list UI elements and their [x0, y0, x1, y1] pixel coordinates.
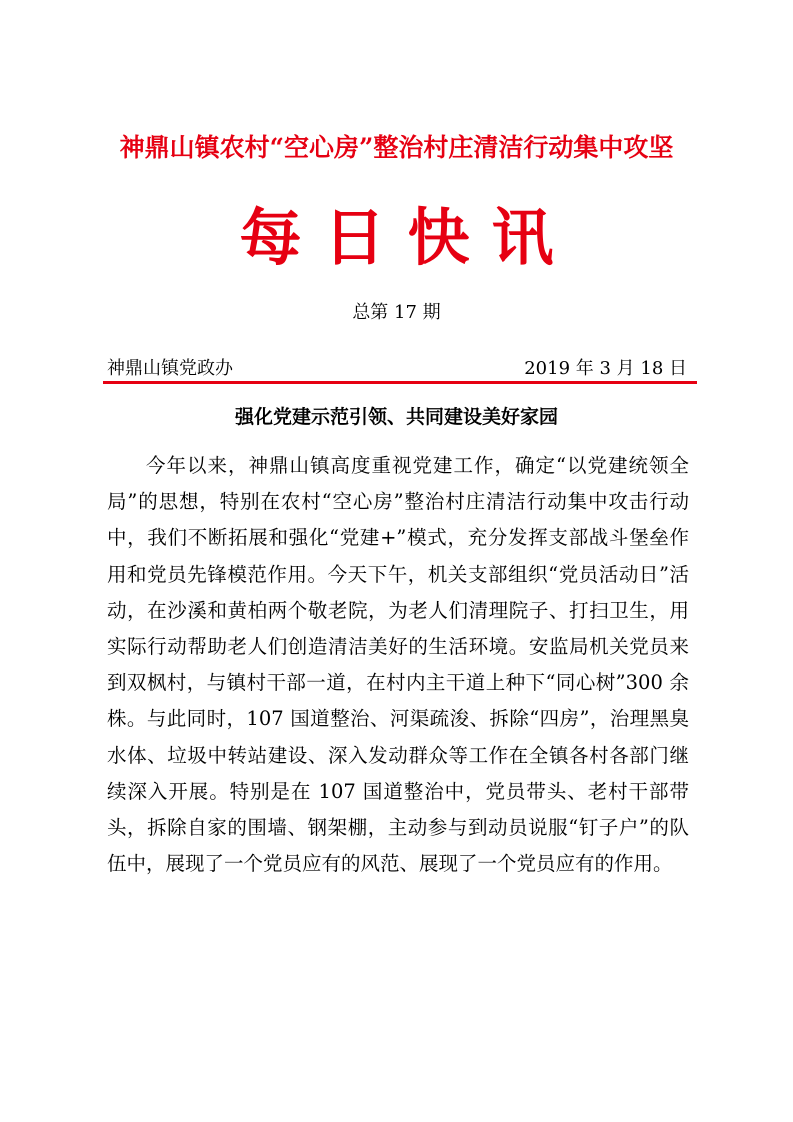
- dateline: [107, 354, 687, 378]
- article-body: 今年以来，神鼎山镇高度重视党建工作，确定“以党建统领全局”的思想，特别在农村“空心房”整治村庄清洁行动集中攻击行动中，我们不断拓展和强化“党建+”模式，充分发挥支部战斗堡垒作用和党员先锋模范作用。今天下午，机关支部组织“党员活动日”活动，在沙溪和黄柏两个敬老院，为老人们清理院子、打扫卫生，用实际行动帮助老人们创造清洁美好的生活环境。安监局机关党员来到双枫村，与镇村干部一道，在村内主干道上种下“同心树”300 余株。与此同时，107 国道整治、河渠疏浚、拆除“四房”，治理黑臭水体、垃圾中转站建设、深入发动群众等工作在全镇各村各部门继续深入开展。特别是在 107 国道整治中，党员带头、老村干部带头，拆除自家的围墙、钢架棚，主动参与到动员说服“钉子户”的队伍中，展现了一个党员应有的风范、展现了一个党员应有的作用。: [107, 454, 689, 876]
- campaign-title: 神鼎山镇农村“空心房”整治村庄清洁行动集中攻坚: [119, 133, 674, 162]
- issuing-office: 神鼎山镇党政办: [107, 358, 233, 379]
- issue-date: 2019 年 3 月 18 日: [524, 358, 687, 379]
- article-title: 强化党建示范引领、共同建设美好家园: [234, 406, 558, 428]
- issue-number: 总第 17 期: [352, 302, 441, 323]
- masthead-title: 每日快讯: [239, 201, 576, 274]
- red-divider-rule: [103, 381, 697, 384]
